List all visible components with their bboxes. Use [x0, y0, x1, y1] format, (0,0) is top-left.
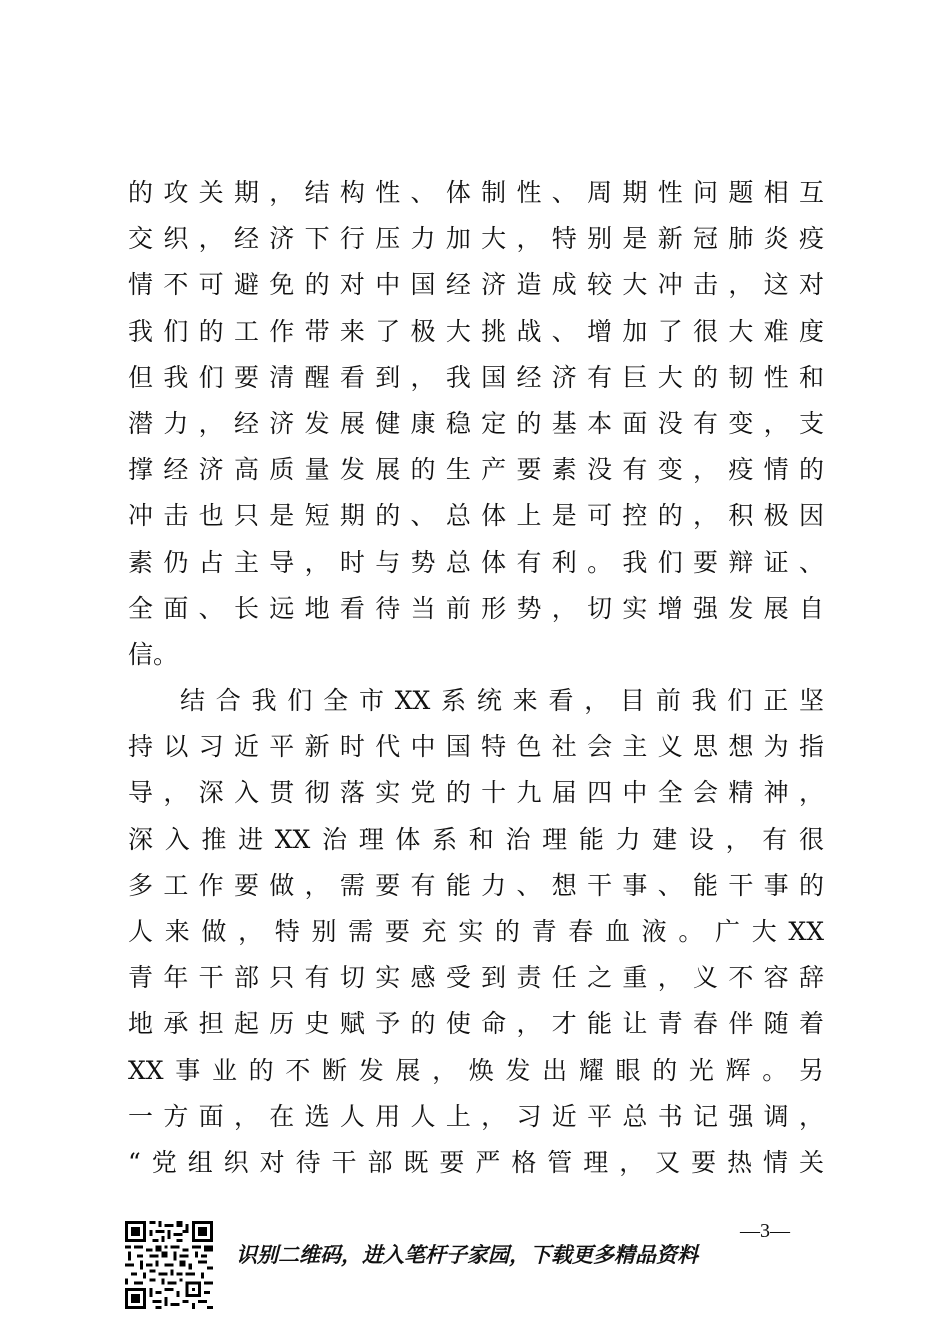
text-line: XX事业的不断发展，焕发出耀眼的光辉。另	[128, 1055, 824, 1085]
paragraph	[128, 678, 824, 1186]
text-line: 深入推进XX治理体系和治理能力建设，有很	[128, 824, 824, 854]
text-line: “党组织对待干部既要严格管理，又要热情关	[128, 1147, 824, 1177]
text-line: 人来做，特别需要充实的青春血液。广大XX	[128, 917, 824, 946]
text-line: 多工作要做，需要有能力、想干事、能干事的	[128, 870, 824, 900]
text-line: 的攻关期，结构性、体制性、周期性问题相互	[128, 178, 824, 207]
footer-caption: 识别二维码，进入笔杆子家园，下载更多精品资料	[236, 1242, 698, 1267]
text-line: 信。	[128, 639, 179, 669]
text-line: 持以习近平新时代中国特色社会主义思想为指	[128, 732, 824, 762]
text-line: 冲击也只是短期的、总体上是可控的，积极因	[128, 501, 824, 531]
text-line: 地承担起历史赋予的使命，才能让青春伴随着	[128, 1009, 824, 1039]
qr-code-icon	[125, 1221, 213, 1309]
text-line: 情不可避免的对中国经济造成较大冲击，这对	[128, 270, 824, 300]
text-line: 全面、长远地看待当前形势，切实增强发展自	[128, 593, 824, 623]
text-line: 结合我们全市XX系统来看，目前我们正坚	[180, 686, 824, 716]
body-text	[128, 170, 824, 1186]
text-line: 但我们要清醒看到，我国经济有巨大的韧性和	[128, 362, 824, 392]
text-line: 撑经济高质量发展的生产要素没有变，疫情的	[128, 455, 824, 485]
text-line: 一方面，在选人用人上，习近平总书记强调，	[128, 1101, 824, 1131]
text-line: 导，深入贯彻落实党的十九届四中全会精神，	[128, 778, 824, 808]
paragraph	[128, 170, 824, 678]
text-line: 我们的工作带来了极大挑战、增加了很大难度	[128, 316, 824, 346]
text-line: 青年干部只有切实感受到责任之重，义不容辞	[128, 963, 824, 993]
text-line: 素仍占主导，时与势总体有利。我们要辩证、	[128, 547, 824, 577]
text-line: 交织，经济下行压力加大，特别是新冠肺炎疫	[128, 224, 824, 254]
page-number: —3—	[740, 1220, 790, 1242]
text-line: 潜力，经济发展健康稳定的基本面没有变，支	[128, 408, 824, 438]
